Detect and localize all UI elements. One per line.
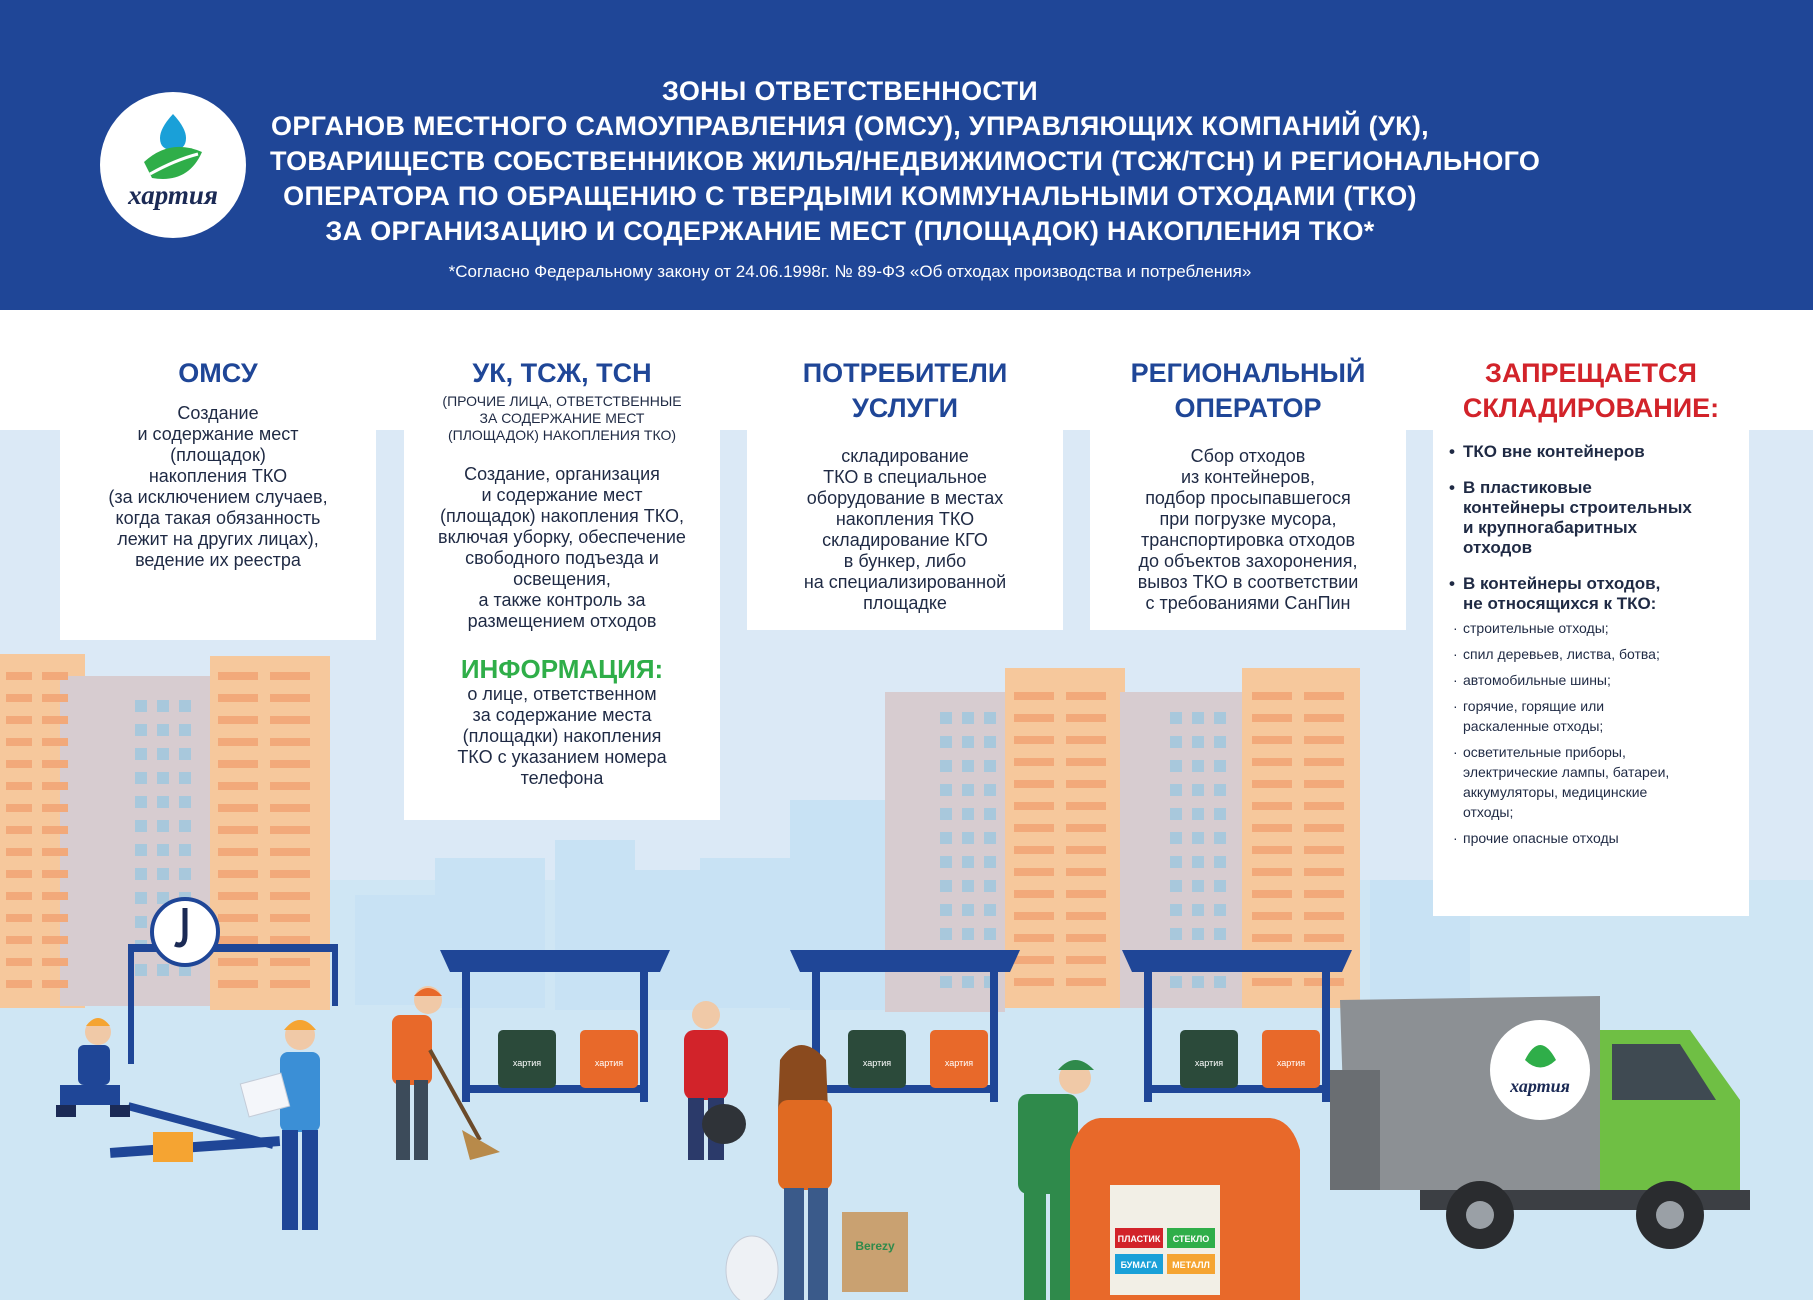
- title-line: СКЛАДИРОВАНИЕ:: [1462, 393, 1720, 423]
- item-line: прочие опасные отходы: [1463, 830, 1619, 846]
- item-line: осветительные приборы,: [1463, 744, 1626, 760]
- title-line: ОРГАНОВ МЕСТНОГО САМОУПРАВЛЕНИЯ (ОМСУ), УПРАВЛЯЮЩИХ КОМПАНИЙ (УК),: [271, 111, 1429, 141]
- item-line: спил деревьев, листва, ботва;: [1463, 646, 1660, 662]
- item-line: аккумуляторы, медицинские: [1463, 784, 1648, 800]
- bin-label: хартия: [1194, 1058, 1224, 1068]
- title-line: ЗОНЫ ОТВЕТСТВЕННОСТИ: [661, 76, 1039, 106]
- body-line: до объектов захоронения,: [1138, 551, 1358, 571]
- list-item: [1449, 442, 1737, 462]
- law-footnote: *Согласно Федеральному закону от 24.06.1998г. № 89-ФЗ «Об отходах производства и потребления»: [448, 262, 1252, 281]
- body-line: и содержание мест: [481, 485, 643, 505]
- card-forbidden: [1433, 320, 1749, 916]
- card-forbidden-title: [1445, 356, 1737, 426]
- body-line: телефона: [520, 768, 604, 788]
- bag-label: Berezy: [855, 1239, 895, 1253]
- body-line: Создание, организация: [464, 464, 660, 484]
- card-operator-title: [1102, 356, 1394, 426]
- sub-list-item: [1449, 618, 1737, 638]
- card-consumers-body: [759, 446, 1051, 614]
- body-line: свободного подъезда и: [465, 548, 659, 568]
- bin-label: хартия: [594, 1058, 624, 1068]
- sub-bullet-icon: ·: [1453, 646, 1458, 662]
- bin-label: хартия: [862, 1058, 892, 1068]
- card-consumers: [747, 320, 1063, 630]
- card-operator-body: [1102, 446, 1394, 614]
- sub-bullet-icon: ·: [1453, 830, 1458, 846]
- body-line: с требованиями СанПин: [1145, 593, 1351, 613]
- leaf-drop-icon: [100, 92, 246, 238]
- sub-line: (ПРОЧИЕ ЛИЦА, ОТВЕТСТВЕННЫЕ: [442, 393, 682, 409]
- sub-bullet-icon: ·: [1453, 620, 1458, 636]
- card-omsu-body: [72, 403, 364, 571]
- bullet-icon: •: [1449, 442, 1455, 461]
- item-line: отходы;: [1463, 804, 1514, 820]
- title-line: ПОТРЕБИТЕЛИ: [802, 358, 1008, 388]
- truck-logo-icon: [1490, 1020, 1590, 1120]
- title-line: ЗАПРЕЩАЕТСЯ: [1485, 358, 1697, 388]
- body-line: складирование: [841, 446, 969, 466]
- body-line: и содержание мест: [137, 424, 299, 444]
- body-line: на специализированной: [803, 572, 1007, 592]
- body-line: (площадки) накопления: [462, 726, 662, 746]
- item-line: ТКО вне контейнеров: [1463, 442, 1645, 461]
- body-line: Сбор отходов: [1190, 446, 1306, 466]
- card-forbidden-list: [1445, 442, 1737, 848]
- sub-list-item: [1449, 696, 1737, 736]
- bullet-icon: •: [1449, 574, 1455, 593]
- body-line: оборудование в местах: [806, 488, 1004, 508]
- title-line: РЕГИОНАЛЬНЫЙ: [1130, 358, 1366, 388]
- title-line: ТОВАРИЩЕСТВ СОБСТВЕННИКОВ ЖИЛЬЯ/НЕДВИЖИМОСТИ (ТСЖ/ТСН) И РЕГИОНАЛЬНОГО: [270, 146, 1541, 176]
- container-tag-label: ПЛАСТИК: [1117, 1234, 1161, 1244]
- body-line: ведение их реестра: [135, 550, 301, 570]
- title-line: ОПЕРАТОР: [1174, 393, 1322, 423]
- container-tag-label: БУМАГА: [1120, 1260, 1158, 1270]
- body-line: за содержание места: [472, 705, 652, 725]
- card-uk-info-body: [416, 684, 708, 789]
- body-line: ТКО в специальное: [823, 467, 987, 487]
- sub-line: (ПЛОЩАДОК) НАКОПЛЕНИЯ ТКО): [447, 427, 676, 443]
- body-line: (площадок) накопления ТКО,: [440, 506, 684, 526]
- truck-logo-text: хартия: [1510, 1076, 1570, 1096]
- body-line: (за исключением случаев,: [108, 487, 328, 507]
- card-uk-subtitle: [416, 393, 708, 444]
- body-line: при погрузке мусора,: [1159, 509, 1337, 529]
- title-line: ЗА ОРГАНИЗАЦИЮ И СОДЕРЖАНИЕ МЕСТ (ПЛОЩАДОК) НАКОПЛЕНИЯ ТКО*: [325, 216, 1375, 246]
- body-line: из контейнеров,: [1181, 467, 1315, 487]
- item-line: не относящихся к ТКО:: [1463, 594, 1657, 613]
- card-omsu-title: ОМСУ: [178, 358, 258, 388]
- item-line: отходов: [1463, 538, 1533, 557]
- item-line: автомобильные шины;: [1463, 672, 1611, 688]
- item-line: и крупногабаритных: [1463, 518, 1638, 537]
- card-uk-title: УК, ТСЖ, ТСН: [472, 358, 652, 388]
- list-item: [1449, 574, 1737, 614]
- body-line: в бункер, либо: [843, 551, 967, 571]
- body-line: ТКО с указанием номера: [457, 747, 667, 767]
- body-line: Создание: [177, 403, 259, 423]
- bullet-icon: •: [1449, 478, 1455, 497]
- sub-bullet-icon: ·: [1453, 698, 1458, 714]
- body-line: подбор просыпавшегося: [1145, 488, 1351, 508]
- card-uk: [404, 320, 720, 820]
- item-line: горячие, горящие или: [1463, 698, 1605, 714]
- body-line: о лице, ответственном: [467, 684, 657, 704]
- sub-bullet-icon: ·: [1453, 744, 1458, 760]
- item-line: строительные отходы;: [1463, 620, 1609, 636]
- bin-label: хартия: [944, 1058, 974, 1068]
- body-line: когда такая обязанность: [115, 508, 321, 528]
- container-tag-label: СТЕКЛО: [1172, 1234, 1210, 1244]
- card-omsu: [60, 320, 376, 640]
- sub-list-item: [1449, 670, 1737, 690]
- item-line: В пластиковые: [1463, 478, 1592, 497]
- body-line: лежит на других лицах),: [117, 529, 319, 549]
- body-line: вывоз ТКО в соответствии: [1137, 572, 1359, 592]
- card-uk-body: [416, 464, 708, 632]
- sub-list-item: [1449, 828, 1737, 848]
- list-item: [1449, 478, 1737, 558]
- body-line: площадке: [863, 593, 947, 613]
- body-line: (площадок): [170, 445, 266, 465]
- card-operator: [1090, 320, 1406, 630]
- item-line: контейнеры строительных: [1463, 498, 1692, 517]
- sub-line: ЗА СОДЕРЖАНИЕ МЕСТ: [479, 410, 645, 426]
- body-line: накопления ТКО: [835, 509, 975, 529]
- bin-label: хартия: [1276, 1058, 1306, 1068]
- logo-text: хартия: [128, 180, 218, 210]
- body-line: освещения,: [513, 569, 611, 589]
- item-line: В контейнеры отходов,: [1463, 574, 1661, 593]
- item-line: раскаленные отходы;: [1463, 718, 1604, 734]
- sub-list-item: [1449, 644, 1737, 664]
- container-tag-label: МЕТАЛЛ: [1172, 1260, 1210, 1270]
- body-line: а также контроль за: [478, 590, 646, 610]
- title-line: УСЛУГИ: [851, 393, 959, 423]
- body-line: включая уборку, обеспечение: [438, 527, 686, 547]
- body-line: размещением отходов: [467, 611, 657, 631]
- item-line: электрические лампы, батареи,: [1463, 764, 1670, 780]
- bin-label: хартия: [512, 1058, 542, 1068]
- sub-list-item: [1449, 742, 1737, 822]
- card-uk-info-title: ИНФОРМАЦИЯ:: [460, 654, 664, 684]
- card-consumers-title: [759, 356, 1051, 426]
- hartiya-logo: [100, 92, 246, 238]
- body-line: накопления ТКО: [148, 466, 288, 486]
- sub-bullet-icon: ·: [1453, 672, 1458, 688]
- body-line: складирование КГО: [822, 530, 988, 550]
- body-line: транспортировка отходов: [1140, 530, 1356, 550]
- title-line: ОПЕРАТОРА ПО ОБРАЩЕНИЮ С ТВЕРДЫМИ КОММУНАЛЬНЫМИ ОТХОДАМИ (ТКО): [283, 181, 1417, 211]
- page-title: [270, 74, 1541, 249]
